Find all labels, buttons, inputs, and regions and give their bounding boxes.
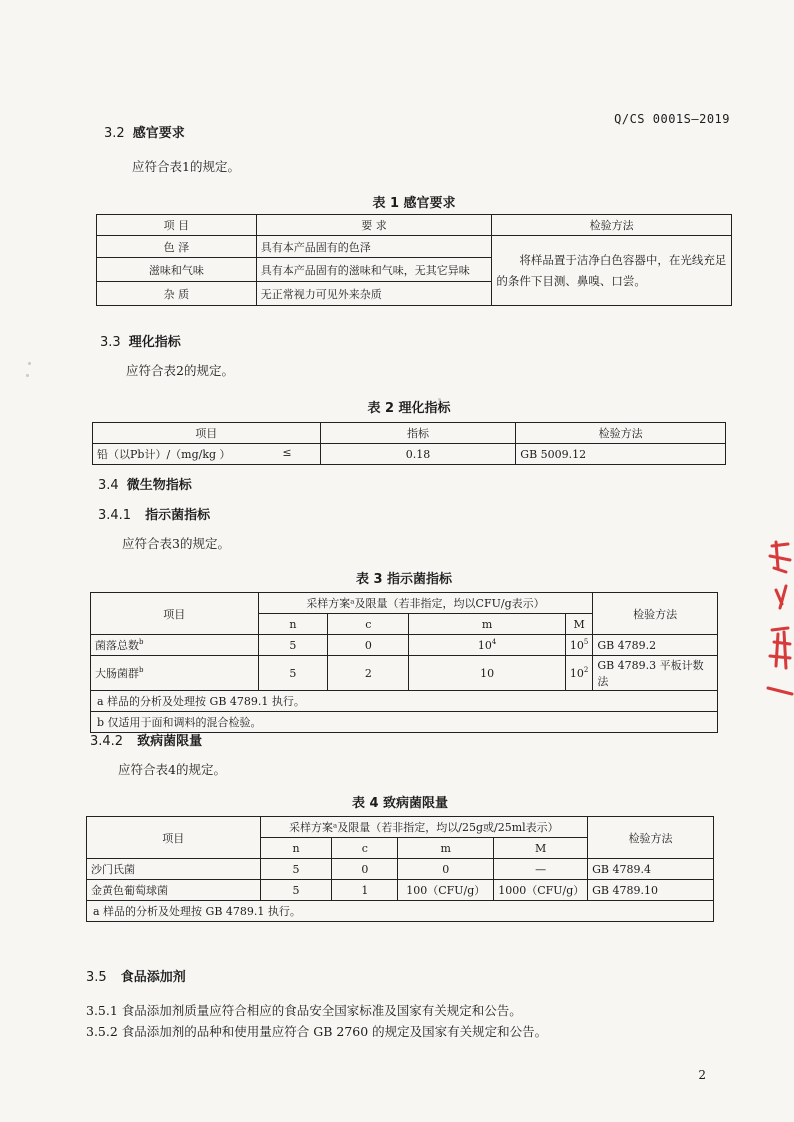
section-3-4-1-paragraph: 应符合表3的规定。	[122, 536, 230, 551]
row-item: 滋味和气味	[97, 258, 257, 282]
row-c: 0	[332, 859, 398, 880]
row-name	[91, 656, 259, 691]
row-requirement: 具有本产品固有的色泽	[256, 236, 492, 258]
section-number: 3.2	[104, 126, 125, 141]
section-3-4-2-heading	[90, 730, 202, 749]
M-exponent: 5	[583, 637, 589, 646]
row-method: GB 4789.3 平板计数法	[593, 656, 718, 691]
header-sampling-plan: 采样方案ᵃ及限量（若非指定，均以CFU/g表示）	[258, 593, 593, 614]
less-equal-symbol: ≤	[282, 446, 292, 459]
table-header-row	[87, 817, 714, 838]
table-header-row	[93, 423, 726, 444]
table-row	[97, 236, 732, 258]
section-3-4-1-heading	[98, 504, 210, 523]
row-c: 1	[332, 880, 398, 901]
row-requirement: 具有本产品固有的滋味和气味，无其它异味	[256, 258, 492, 282]
row-n: 5	[258, 635, 328, 656]
section-3-4-heading	[98, 474, 192, 493]
row-requirement: 无正常视力可见外来杂质	[256, 282, 492, 306]
row-method: GB 4789.4	[588, 859, 714, 880]
table-row	[91, 635, 718, 656]
M-base: 10	[569, 638, 584, 652]
subheader-m: m	[409, 614, 565, 635]
footnote-mark: b	[139, 638, 144, 646]
red-seal-stamp	[762, 538, 794, 708]
row-name: 金黄色葡萄球菌	[87, 880, 261, 901]
row-m: 100（CFU/g）	[398, 880, 494, 901]
subheader-n: n	[260, 838, 332, 859]
footnote-mark: b	[139, 666, 144, 674]
row-M: —	[494, 859, 588, 880]
method-text: 将样品置于洁净白色容器中，在光线充足的条件下目测、鼻嗅、口尝。	[496, 252, 727, 288]
M-base: 10	[569, 666, 584, 680]
scan-speck	[28, 362, 31, 365]
row-m	[409, 635, 565, 656]
section-3-5-1-paragraph: 3.5.1 食品添加剂质量应符合相应的食品安全国家标准及国家有关规定和公告。	[86, 1003, 522, 1018]
header-item: 项目	[91, 593, 259, 635]
method-cell	[492, 236, 732, 306]
section-3-4-2-paragraph: 应符合表4的规定。	[118, 762, 226, 777]
row-value: 0.18	[320, 444, 516, 465]
table-note-row	[87, 901, 714, 922]
m-base: 10	[477, 638, 492, 652]
table-row	[93, 444, 726, 465]
page-number: 2	[698, 1068, 706, 1082]
section-title: 感官要求	[132, 126, 185, 141]
header-method: 检验方法	[492, 215, 732, 236]
header-item: 项目	[87, 817, 261, 859]
section-3-3-paragraph: 应符合表2的规定。	[126, 363, 234, 378]
table-2-caption: 表 2 理化指标	[367, 401, 451, 416]
row-method: GB 5009.12	[516, 444, 726, 465]
subheader-c: c	[328, 614, 409, 635]
header-item: 项目	[93, 423, 321, 444]
table-row	[87, 859, 714, 880]
row-M	[565, 656, 592, 691]
row-method: GB 4789.2	[593, 635, 718, 656]
row-c: 2	[328, 656, 409, 691]
standard-code: Q/CS 0001S—2019	[614, 112, 730, 126]
row-item	[93, 444, 321, 465]
section-number: 3.4	[98, 478, 119, 493]
M-exponent: 2	[583, 665, 589, 674]
row-name: 沙门氏菌	[87, 859, 261, 880]
section-3-2-paragraph: 应符合表1的规定。	[132, 159, 240, 174]
header-method: 检验方法	[588, 817, 714, 859]
table-note: a 样品的分析及处理按 GB 4789.1 执行。	[91, 691, 718, 712]
table-3-caption: 表 3 指示菌指标	[355, 572, 453, 587]
row-M: 1000（CFU/g）	[494, 880, 588, 901]
header-index: 指标	[320, 423, 516, 444]
section-number: 3.4.2	[90, 734, 124, 749]
header-item: 项 目	[97, 215, 257, 236]
table-4-caption: 表 4 致病菌限量	[351, 796, 449, 811]
subheader-c: c	[332, 838, 398, 859]
table-note: b 仅适用于面和调料的混合检验。	[91, 712, 718, 733]
name-text: 菌落总数	[95, 639, 139, 652]
table-row	[87, 880, 714, 901]
row-m: 0	[398, 859, 494, 880]
section-title: 食品添加剂	[120, 970, 186, 985]
subheader-n: n	[258, 614, 328, 635]
subheader-m: m	[398, 838, 494, 859]
row-n: 5	[260, 880, 332, 901]
table-2-physicochemical	[92, 422, 726, 465]
header-method: 检验方法	[593, 593, 718, 635]
row-m: 10	[409, 656, 565, 691]
header-method: 检验方法	[516, 423, 726, 444]
section-title: 指示菌指标	[145, 508, 211, 523]
section-number: 3.4.1	[98, 508, 132, 523]
row-item: 色 泽	[97, 236, 257, 258]
section-title: 微生物指标	[126, 478, 192, 493]
item-text: 铅（以Pb计）/（mg/kg ）	[97, 448, 231, 461]
header-requirement: 要 求	[256, 215, 492, 236]
header-sampling-plan: 采样方案ᵃ及限量（若非指定，均以/25g或/25ml表示）	[260, 817, 588, 838]
row-item: 杂 质	[97, 282, 257, 306]
m-exponent: 4	[491, 637, 497, 646]
name-text: 大肠菌群	[95, 667, 139, 680]
section-title: 理化指标	[128, 335, 181, 350]
table-note: a 样品的分析及处理按 GB 4789.1 执行。	[87, 901, 714, 922]
scan-speck	[26, 374, 29, 377]
row-name	[91, 635, 259, 656]
scan-speck	[438, 398, 441, 401]
table-header-row	[97, 215, 732, 236]
section-number: 3.5	[86, 970, 107, 985]
section-number: 3.3	[100, 335, 121, 350]
row-M	[565, 635, 592, 656]
section-3-2-heading	[104, 122, 185, 141]
table-row	[91, 656, 718, 691]
table-3-indicator-bacteria	[90, 592, 718, 733]
section-3-3-heading	[100, 331, 181, 350]
row-c: 0	[328, 635, 409, 656]
subheader-M: M	[565, 614, 592, 635]
table-1-caption: 表 1 感官要求	[372, 196, 456, 211]
row-n: 5	[260, 859, 332, 880]
row-method: GB 4789.10	[588, 880, 714, 901]
section-title: 致病菌限量	[137, 734, 203, 749]
section-3-5-heading	[86, 966, 186, 985]
table-4-pathogen-limits	[86, 816, 714, 922]
table-1-sensory	[96, 214, 732, 306]
subheader-M: M	[494, 838, 588, 859]
table-note-row	[91, 691, 718, 712]
section-3-5-2-paragraph: 3.5.2 食品添加剂的品种和使用量应符合 GB 2760 的规定及国家有关规定和公告。	[86, 1024, 548, 1039]
row-n: 5	[258, 656, 328, 691]
table-header-row	[91, 593, 718, 614]
